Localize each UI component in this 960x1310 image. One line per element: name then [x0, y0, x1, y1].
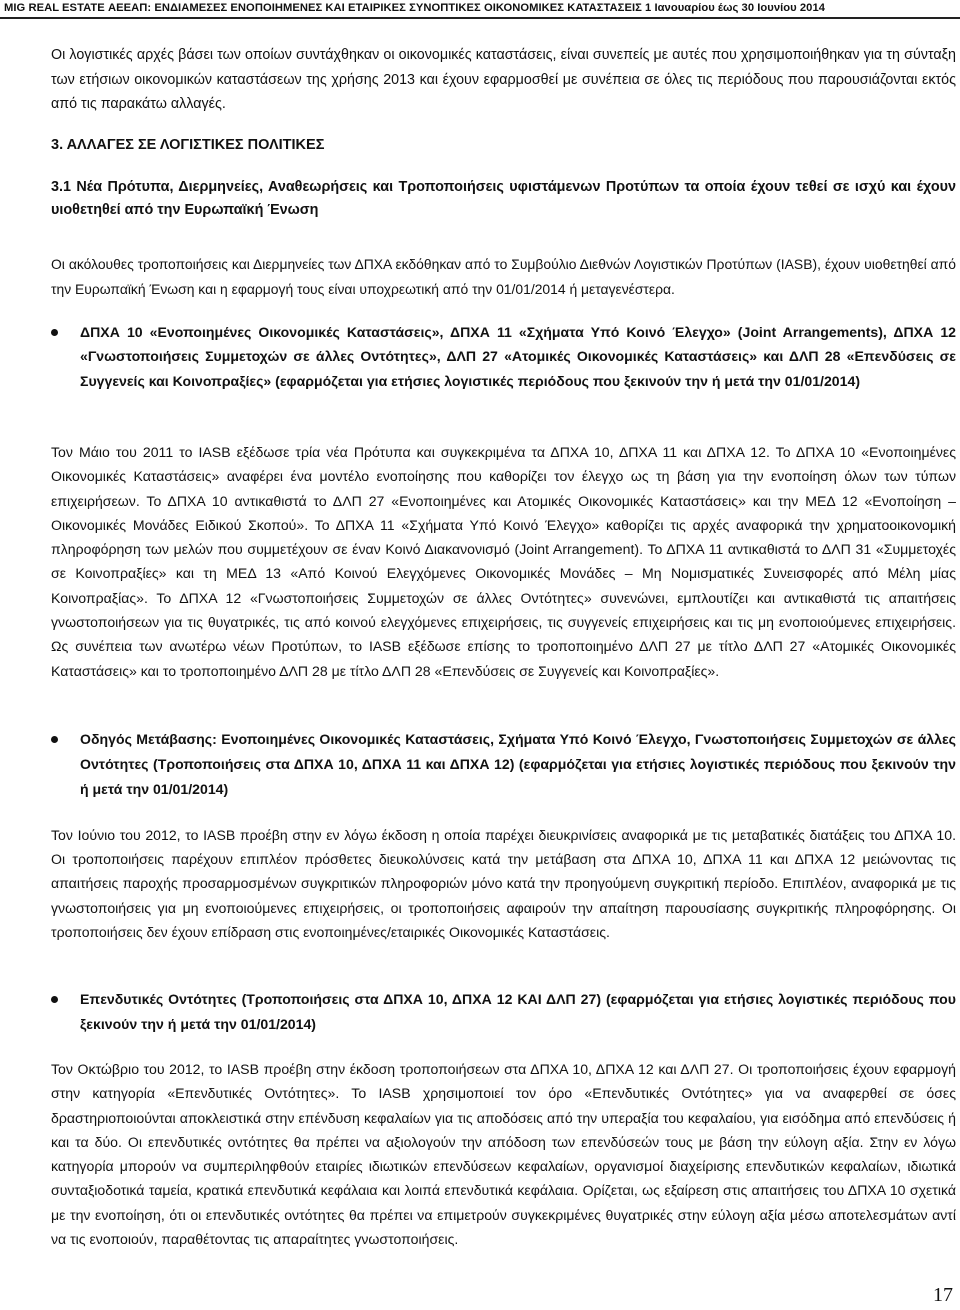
- bullet-icon: [51, 329, 58, 336]
- bullet-icon: [51, 996, 58, 1003]
- subsection-title: 3.1 Νέα Πρότυπα, Διερμηνείες, Αναθεωρήσεις και Τροποποιήσεις υφιστάμενων Προτύπων τα οποία έχουν τεθεί σε ισχύ και έχουν υιοθετηθεί από την Ευρωπαϊκή Ένωση: [51, 179, 956, 218]
- bullet-body-text: Τον Οκτώβριο του 2012, το IASB προέβη στην έκδοση τροποποιήσεων στα ΔΠΧΑ 10, ΔΠΧΑ 12 και ΔΛΠ 27. Οι τροποποιήσεις έχουν εφαρμογή στην κατηγορία «Επενδυτικές Οντότητες». Το IASB χρησιμοποιεί τον όρο «Επενδυτικές Οντότητες» για να αναφερθεί σε όσες δραστηριοποιούνται αποκλειστικά στην επένδυση κεφαλαίων για τις αποδόσεις από την υπεραξία του κεφαλαίου, για εισόδημα από επενδύσεις ή και τα δύο. Οι επενδυτικές οντότητες θα πρέπει να αξιολογούν την απόδοση των επενδύσεών τους με βάση την εύλογη αξία. Στην εν λόγω κατηγορία μπορούν να συμπεριληφθούν εταιρίες ιδιωτικών επενδύσεων κεφαλαίων, οργανισμοί διαχείρισης επενδυτικών κεφαλαίων, ιδιωτικά συνταξιοδοτικά ταμεία, κρατικά επενδυτικά κεφάλαια και λοιπά επενδυτικά κεφάλαια. Ορίζεται, ως εξαίρεση στις απαιτήσεις του ΔΠΧΑ 10 σχετικά με την ενοποίηση, ότι οι επενδυτικές οντότητες θα πρέπει να επιμετρούν συγκεκριμένες θυγατρικές στην εύλογη αξία μέσω αποτελεσμάτων αντί να τις ενοποιούν, παραθέτοντας τις απαραίτητες γνωστοποιήσεις.: [51, 1061, 956, 1248]
- intro-paragraph: [51, 43, 956, 117]
- bullet-heading: Οδηγός Μετάβασης: Ενοποιημένες Οικονομικές Καταστάσεις, Σχήματα Υπό Κοινό Έλεγχο, Γνωστοποιήσεις Συμμετοχών σε άλλες Οντότητες (Τροποποιήσεις στα ΔΠΧΑ 10, ΔΠΧΑ 11 και ΔΠΧΑ 12) (εφαρμόζεται για ετήσιες λογιστικές περιόδους που ξεκινούν την ή μετά την 01/01/2014): [80, 731, 956, 797]
- bullet-heading: ΔΠΧΑ 10 «Ενοποιημένες Οικονομικές Καταστάσεις», ΔΠΧΑ 11 «Σχήματα Υπό Κοινό Έλεγχο» (Joint Arrangements), ΔΠΧΑ 12 «Γνωστοποιήσεις Συμμετοχών σε άλλες Οντότητες», ΔΛΠ 27 «Ατομικές Οικονομικές Καταστάσεις» και ΔΛΠ 28 «Επενδύσεις σε Συγγενείς και Κοινοπραξίες» (εφαρμόζεται για ετήσιες λογιστικές περιόδους που ξεκινούν την ή μετά την 01/01/2014): [80, 324, 956, 389]
- header-divider: [0, 17, 960, 19]
- intro-text: Οι λογιστικές αρχές βάσει των οποίων συντάχθηκαν οι οικονομικές καταστάσεις, είναι συνεπείς με αυτές που χρησιμοποιήθηκαν για τη σύνταξη των ετήσιων οικονομικών καταστάσεων της χρήσης 2013 και έχουν εφαρμοσθεί με συνέπεια σε όλες τις περιόδους που παρουσιάζονται εκτός από τις παρακάτω αλλαγές.: [51, 47, 956, 113]
- page-number: 17: [933, 1284, 953, 1306]
- subsection-intro-text: Οι ακόλουθες τροποποιήσεις και Διερμηνείες των ΔΠΧΑ εκδόθηκαν από το Συμβούλιο Διεθνών Λογιστικών Προτύπων (IASB), έχουν υιοθετηθεί από την Ευρωπαϊκή Ένωση και η εφαρμογή τους είναι υποχρεωτική από την 01/01/2014 ή μεταγενέστερα.: [51, 256, 956, 297]
- subsection-heading: [51, 176, 956, 222]
- section-title: 3. ΑΛΛΑΓΕΣ ΣΕ ΛΟΓΙΣΤΙΚΕΣ ΠΟΛΙΤΙΚΕΣ: [51, 137, 325, 153]
- subsection-intro: [51, 252, 956, 302]
- bullet-body-text: Τον Μάιο του 2011 το IASB εξέδωσε τρία νέα Πρότυπα και συγκεκριμένα τα ΔΠΧΑ 10, ΔΠΧΑ 11 και ΔΠΧΑ 12. Το ΔΠΧΑ 10 «Ενοποιημένες Οικονομικές Καταστάσεις» αναφέρει ένα μοντέλο ενοποίησης που καθορίζει τον έλεγχο ως τη βάση για την ενοποίηση όλων των τύπων επιχειρήσεων. Το ΔΠΧΑ 10 αντικαθιστά το ΔΛΠ 27 «Ενοποιημένες και Ατομικές Οικονομικές Καταστάσεις» και την ΜΕΔ 12 «Ενοποίηση – Οικονομικές Μονάδες Ειδικού Σκοπού». Το ΔΠΧΑ 11 «Σχήματα Υπό Κοινό Έλεγχο» καθορίζει τις αρχές αναφορικά την χρηματοοικονομική πληροφόρηση των μελών που συμμετέχουν σε έναν Κοινό Διακανονισμό (Joint Arrangement). Το ΔΠΧΑ 11 αντικαθιστά το ΔΛΠ 31 «Συμμετοχές σε Κοινοπραξίες» και τη ΜΕΔ 13 «Από Κοινού Ελεγχόμενες Οικονομικές Μονάδες – Μη Νομισματικές Συνεισφορές από Μέλη μίας Κοινοπραξίας». Το ΔΠΧΑ 12 «Γνωστοποιήσεις Συμμετοχών σε άλλες Οντότητες» συνενώνει, εμπλουτίζει και αντικαθιστά τις απαιτήσεις γνωστοποιήσεων για τις θυγατρικές, τις από κοινού ελεγχόμενες επιχειρήσεις, τις συγγενείς επιχειρήσεις και τις μη ενοποιούμενες επιχειρήσεις. Ως συνέπεια των ανωτέρω νέων Προτύπων, το IASB εξέδωσε επίσης το τροποποιημένο ΔΛΠ 27 με τίτλο ΔΛΠ 27 «Ατομικές Οικονομικές Καταστάσεις» και το τροποποιημένο ΔΛΠ 28 με τίτλο ΔΛΠ 28 «Επενδύσεις σε Συγγενείς και Κοινοπραξίες».: [51, 444, 956, 679]
- bullet-heading: Επενδυτικές Οντότητες (Τροποποιήσεις στα ΔΠΧΑ 10, ΔΠΧΑ 12 ΚΑΙ ΔΛΠ 27) (εφαρμόζεται για ετήσιες λογιστικές περιόδους που ξεκινούν την ή μετά την 01/01/2014): [80, 991, 956, 1032]
- running-header: MIG REAL ESTATE ΑΕΕΑΠ: ΕΝΔΙΑΜΕΣΕΣ ΕΝΟΠΟΙΗΜΕΝΕΣ ΚΑΙ ΕΤΑΙΡΙΚΕΣ ΣΥΝΟΠΤΙΚΕΣ ΟΙΚΟΝΟΜΙΚΕΣ ΚΑΤΑΣΤΑΣΕΙΣ 1 Ιανουαρίου έως 30 Ιουνίου 2014: [4, 2, 825, 14]
- bullet-body-text: Τον Ιούνιο του 2012, το IASB προέβη στην εν λόγω έκδοση η οποία παρέχει διευκρινίσεις αναφορικά με τις μεταβατικές διατάξεις του ΔΠΧΑ 10. Οι τροποποιήσεις παρέχουν επιπλέον πρόσθετες διευκολύνσεις κατά την μετάβαση στα ΔΠΧΑ 10, ΔΠΧΑ 11 και ΔΠΧΑ 12 μειώνοντας τις απαιτήσεις παροχής προσαρμοσμένων συγκριτικών πληροφοριών μόνο κατά την προηγούμενη συγκριτική περίοδο. Επιπλέον, αναφορικά με τις γνωστοποιήσεις για μη ενοποιούμενες επιχειρήσεις, οι τροποποιήσεις αφαιρούν την απαίτηση παρουσίασης συγκριτικής πληροφόρησης. Οι τροποποιήσεις δεν έχουν επίδραση στις ενοποιημένες/εταιρικές Οικονομικές Καταστάσεις.: [51, 827, 956, 940]
- bullet-body: [51, 440, 956, 683]
- bullet-icon: [51, 736, 58, 743]
- bullet-body: [51, 1057, 956, 1251]
- bullet-body: [51, 823, 956, 944]
